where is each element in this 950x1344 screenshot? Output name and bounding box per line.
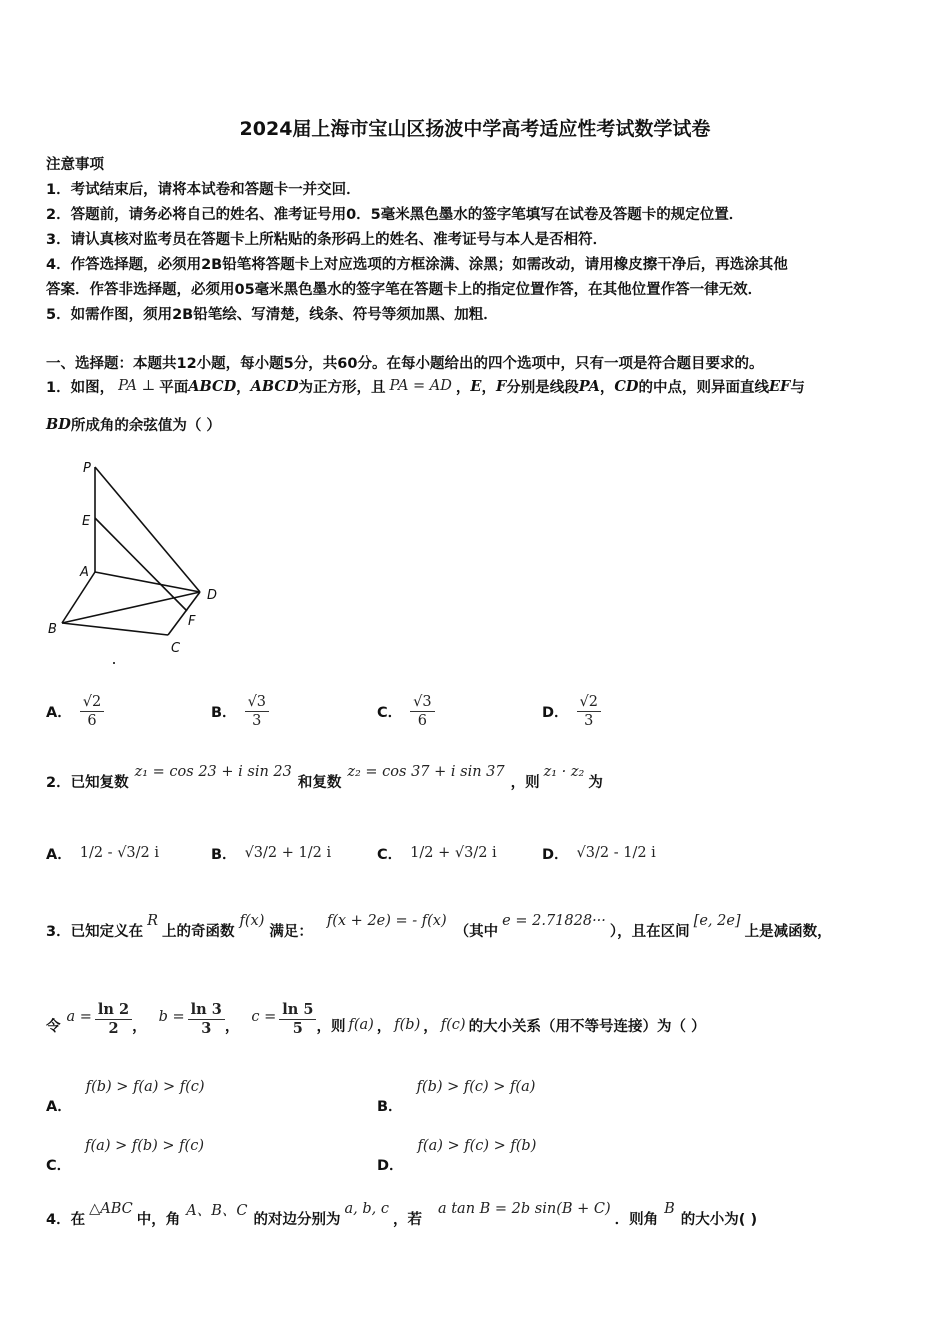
q1-stem <box>46 376 805 396</box>
fraction-denominator: 2 <box>108 1019 119 1037</box>
q1-text: 与 <box>790 379 805 396</box>
q1-option-c[interactable] <box>377 683 435 739</box>
option-label: C． <box>377 846 403 863</box>
q1-math: PA ⊥ <box>118 378 156 394</box>
option-label: B． <box>211 704 237 721</box>
q2-text: 和复数 <box>297 774 342 791</box>
notice-item-4: 4．作答选择题，必须用2B铅笔将答题卡上对应选项的方框涂满、涂黑；如需改动，请用橡皮擦干净后，再选涂其他 <box>46 257 788 273</box>
q4-text: ．则角 <box>614 1211 659 1228</box>
option-label: A． <box>46 1098 72 1115</box>
q4-text: ，若 <box>392 1211 422 1228</box>
q1-stem-line2 <box>46 414 221 434</box>
q3-option-a[interactable] <box>46 1078 205 1114</box>
page-title: 2024届上海市宝山区扬波中学高考适应性考试数学试卷 <box>239 118 711 140</box>
q2-stem <box>46 766 603 796</box>
q3-fraction-a <box>95 1001 132 1038</box>
fraction-denominator: 3 <box>201 1019 212 1037</box>
q3-fraction-b <box>188 1001 225 1038</box>
q4-math: △ABC <box>89 1201 133 1217</box>
q3-text: 满足： <box>269 923 313 940</box>
q1-text: 平面 <box>159 379 189 396</box>
option-fraction <box>245 693 269 730</box>
q3-math: f(a) <box>348 1017 374 1033</box>
q2-option-d[interactable] <box>542 825 656 881</box>
q4-math: a, b, c <box>344 1201 389 1217</box>
q2-option-b[interactable] <box>211 825 331 881</box>
option-expression: 1/2 - √3/2 i <box>79 845 160 861</box>
q4-math: A、B、C <box>186 1202 248 1219</box>
q1-math: EF <box>769 377 791 395</box>
option-fraction <box>80 693 104 730</box>
q1-text: 分别是线段 <box>506 379 579 396</box>
edge-ef <box>95 518 187 611</box>
notice-item-4-cont: 答案．作答非选择题，必须用05毫米黑色墨水的签字笔在答题卡上的指定位置作答，在其他位置作答一律无效． <box>46 282 763 298</box>
q3-math: b = <box>158 1009 185 1025</box>
q3-text: 的大小关系（用不等号连接）为（ ） <box>468 1018 706 1035</box>
q1-pyramid-figure <box>40 455 230 670</box>
notice-item-2: 2．答题前，请务必将自己的姓名、准考证号用0．5毫米黑色墨水的签字笔填写在试卷及答题卡的规定位置． <box>46 207 744 223</box>
q2-text: 2．已知复数 <box>46 774 129 791</box>
edge-ab <box>62 572 95 623</box>
q3-stem <box>46 915 832 945</box>
q2-math: z₁ · z₂ <box>543 764 585 780</box>
q2-text: ，则 <box>510 774 540 791</box>
q3-text: （其中 <box>454 923 499 940</box>
q2-text: 为 <box>588 774 603 791</box>
fraction-denominator: 5 <box>292 1019 303 1037</box>
q1-option-d[interactable] <box>542 683 601 739</box>
q1-text: ， <box>599 379 615 396</box>
q3-math: f(x + 2e) = - f(x) <box>326 913 447 929</box>
q3-text: ，则 <box>316 1018 346 1035</box>
q4-text: 的对边分别为 <box>253 1211 341 1228</box>
q3-math: e = 2.71828··· <box>502 913 606 929</box>
q3-math: [e, 2e] <box>693 913 741 929</box>
q3-math: f(c) <box>440 1017 466 1033</box>
option-expression: f(b) > f(c) > f(a) <box>416 1079 536 1095</box>
fraction-denominator: 6 <box>417 712 427 729</box>
edge-pd <box>95 467 200 592</box>
fraction-numerator: √2 <box>577 693 601 712</box>
notice-item-3: 3．请认真核对监考员在答题卡上所粘贴的条形码上的姓名、准考证号与本人是否相符． <box>46 232 608 248</box>
option-label: C． <box>46 1157 72 1174</box>
q3-option-d[interactable] <box>377 1137 536 1173</box>
option-label: C． <box>377 704 403 721</box>
option-label: B． <box>211 846 237 863</box>
label-p: P <box>83 461 91 476</box>
q4-math: B <box>664 1201 675 1217</box>
q3-stem-line2 <box>46 997 706 1053</box>
option-expression: f(a) > f(b) > f(c) <box>85 1138 204 1154</box>
fraction-numerator: ln 2 <box>95 1001 132 1020</box>
q4-math: a tan B = 2b sin(B + C) <box>437 1201 611 1217</box>
q3-text: 上的奇函数 <box>162 923 235 940</box>
q1-option-a[interactable] <box>46 683 104 739</box>
notice-item-5: 5．如需作图，须用2B铅笔绘、写清楚，线条、符号等须加黑、加粗． <box>46 307 498 323</box>
label-c: C <box>171 641 181 656</box>
label-d: D <box>207 588 218 603</box>
q3-text: ， <box>376 1018 392 1035</box>
q1-math: E <box>470 377 482 395</box>
q3-text: ），且在区间 <box>609 923 690 940</box>
label-f: F <box>188 614 196 629</box>
edge-ad <box>95 572 200 592</box>
fraction-numerator: √3 <box>410 693 434 712</box>
q1-math: ABCD <box>250 377 299 395</box>
option-expression: f(a) > f(c) > f(b) <box>417 1138 537 1154</box>
option-fraction <box>410 693 434 730</box>
q2-option-a[interactable] <box>46 825 159 881</box>
q3-text: 3．已知定义在 <box>46 923 144 940</box>
option-label: D． <box>377 1157 404 1174</box>
q3-text: ， <box>423 1018 438 1035</box>
label-b: B <box>48 622 57 637</box>
q1-text: ， <box>481 379 496 396</box>
q1-math: BD <box>46 415 71 433</box>
fraction-denominator: 6 <box>87 712 97 729</box>
q1-option-b[interactable] <box>211 683 269 739</box>
label-e: E <box>82 514 91 529</box>
q3-math: f(b) <box>394 1017 421 1033</box>
q3-text: ， <box>224 1018 240 1035</box>
option-label: A． <box>46 846 72 863</box>
q4-text: 中，角 <box>136 1211 181 1228</box>
q3-option-c[interactable] <box>46 1137 204 1173</box>
q1-text: 所成角的余弦值为（ ） <box>70 417 221 434</box>
q4-text: 的大小为( ) <box>680 1211 758 1228</box>
q1-text: ， <box>455 379 471 396</box>
edge-bc <box>62 623 168 635</box>
q3-text: ， <box>132 1018 147 1035</box>
q1-math: PA <box>578 377 600 395</box>
notice-item-1: 1．考试结束后，请将本试卷和答题卡一并交回． <box>46 182 361 198</box>
q3-math: c = <box>251 1009 277 1025</box>
q1-text: ， <box>236 379 251 396</box>
option-label: D． <box>542 846 569 863</box>
option-label: A． <box>46 704 72 721</box>
q3-fraction-c <box>279 1001 316 1038</box>
fraction-denominator: 3 <box>584 712 594 729</box>
q4-stem <box>46 1203 757 1233</box>
option-fraction <box>577 693 601 730</box>
q1-math: F <box>495 377 507 395</box>
q1-math: PA = AD <box>389 378 452 394</box>
option-label: D． <box>542 704 569 721</box>
notice-heading: 注意事项 <box>46 157 104 173</box>
edge-bd <box>62 592 200 623</box>
fraction-numerator: √2 <box>80 693 104 712</box>
q2-math: z₂ = cos 37 + i sin 37 <box>347 764 505 780</box>
q1-text: 1．如图， <box>46 379 115 396</box>
q4-text: 4．在 <box>46 1211 86 1228</box>
label-a: A <box>80 565 89 580</box>
q3-math: f(x) <box>239 913 265 929</box>
q3-text: 令 <box>46 1018 61 1035</box>
q1-text: 的中点，则异面直线 <box>638 379 769 396</box>
fraction-numerator: ln 3 <box>188 1001 225 1020</box>
q1-text: 为正方形，且 <box>298 379 386 396</box>
option-expression: 1/2 + √3/2 i <box>410 845 497 861</box>
option-label: B． <box>377 1098 403 1115</box>
fraction-numerator: √3 <box>245 693 269 712</box>
fraction-denominator: 3 <box>252 712 262 729</box>
section-heading: 一、选择题：本题共12小题，每小题5分，共60分。在每小题给出的四个选项中，只有一项是符合题目要求的。 <box>46 356 764 372</box>
option-expression: f(b) > f(a) > f(c) <box>85 1079 205 1095</box>
q3-math: R <box>147 913 159 929</box>
option-expression: √3/2 + 1/2 i <box>244 845 332 861</box>
q3-text: 上是减函数， <box>744 923 832 940</box>
q1-math: ABCD <box>188 377 237 395</box>
q2-math: z₁ = cos 23 + i sin 23 <box>134 764 292 780</box>
q3-math: a = <box>66 1009 92 1025</box>
q3-option-b[interactable] <box>377 1078 535 1114</box>
fraction-numerator: ln 5 <box>279 1001 316 1020</box>
q2-option-c[interactable] <box>377 825 497 881</box>
q1-math: CD <box>614 377 639 395</box>
option-expression: √3/2 - 1/2 i <box>576 845 656 861</box>
